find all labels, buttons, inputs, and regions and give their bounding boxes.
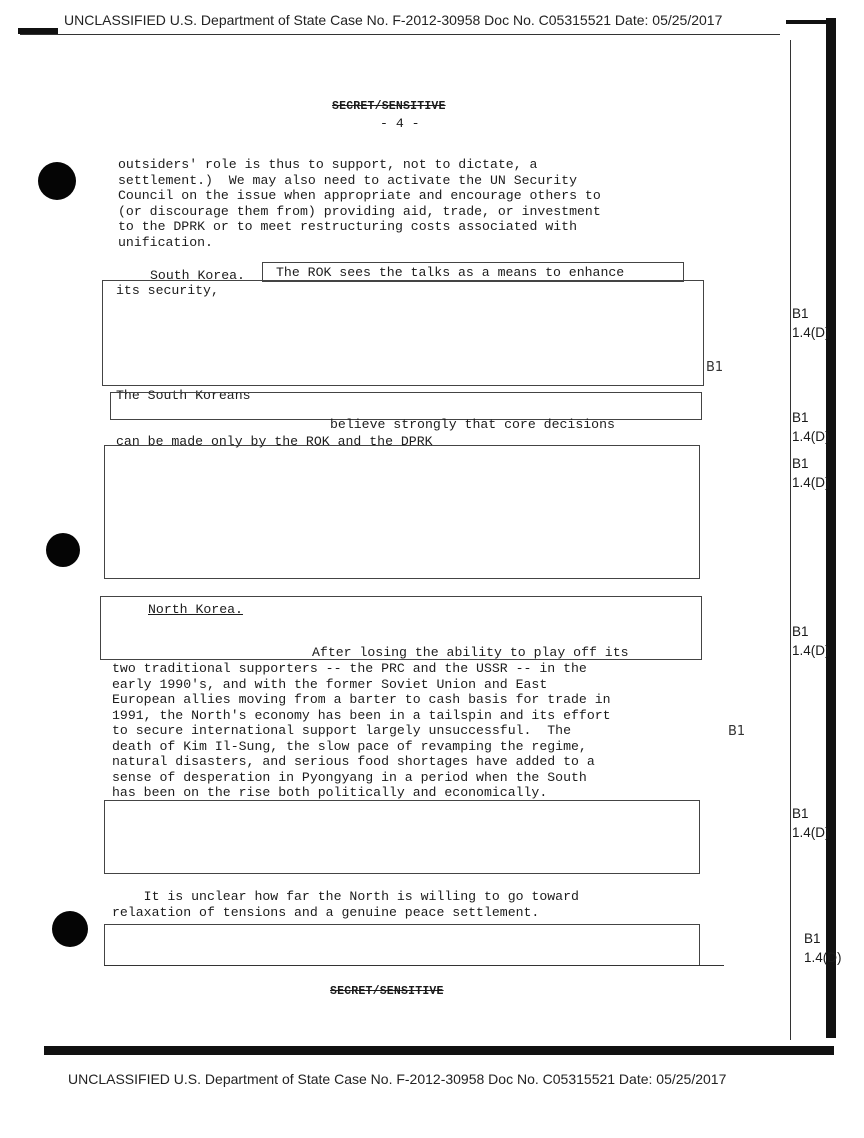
last-paragraph xyxy=(112,889,579,920)
classification-top: SECRET/SENSITIVE xyxy=(332,100,446,113)
exemption-section: 1.4(D) xyxy=(792,825,830,840)
text-line: (or discourage them from) providing aid, trade, or investment xyxy=(118,203,601,219)
footer-text: UNCLASSIFIED U.S. Department of State Case No. F-2012-30958 Doc No. C05315521 Date: 05/25/2017 xyxy=(68,1071,727,1087)
exemption-section: 1.4(D) xyxy=(792,475,830,490)
south-koreans-start: The South Koreans xyxy=(116,388,251,403)
right-scan-edge xyxy=(826,18,836,1038)
redaction-box-4 xyxy=(104,445,700,579)
classification-bottom: SECRET/SENSITIVE xyxy=(330,985,444,998)
bottom-text-rule xyxy=(104,965,724,966)
header-right-bar xyxy=(786,20,826,24)
north-korea-paragraph xyxy=(112,661,611,801)
exemption-marker xyxy=(792,408,830,446)
text-line: settlement.) We may also need to activate the UN Security xyxy=(118,172,577,188)
text-line: European allies moving from a barter to cash basis for trade in xyxy=(112,692,611,707)
exemption-code: B1 xyxy=(792,456,809,471)
exemption-section: 1.4(D) xyxy=(792,429,830,444)
exemption-code: B1 xyxy=(792,624,809,639)
text-line: natural disasters, and serious food shortages have added to a xyxy=(112,754,595,769)
south-korea-line2: its security, xyxy=(116,283,219,298)
punch-hole-bottom xyxy=(52,911,88,947)
bottom-scan-edge xyxy=(44,1046,834,1055)
redaction-box-7 xyxy=(104,924,700,966)
text-line: relaxation of tensions and a genuine peace settlement. xyxy=(112,904,540,920)
north-korea-heading: North Korea. xyxy=(148,602,243,617)
right-scan-line xyxy=(790,40,791,1040)
exemption-section: 1.4(D) xyxy=(792,643,830,658)
exemption-code: B1 xyxy=(792,410,809,425)
handwritten-b1-a: B1 xyxy=(706,360,724,375)
exemption-section: 1.4(D) xyxy=(804,950,842,965)
south-koreans-line2: believe strongly that core decisions xyxy=(330,417,615,432)
text-line: Council on the issue when appropriate and encourage others to xyxy=(118,188,601,203)
text-line: death of Kim Il-Sung, the slow pace of revamping the regime, xyxy=(112,738,587,754)
redaction-box-6 xyxy=(104,800,700,874)
exemption-marker xyxy=(792,622,830,660)
text-line: to secure international support largely unsuccessful. The xyxy=(112,723,571,738)
redaction-box-3 xyxy=(110,392,702,420)
south-korea-heading: South Korea. xyxy=(150,268,245,283)
text-line: has been on the rise both politically and economically. xyxy=(112,785,548,800)
south-korea-line1: The ROK sees the talks as a means to enhance xyxy=(276,265,625,280)
exemption-code: B1 xyxy=(804,931,821,946)
punch-hole-middle xyxy=(46,533,80,567)
exemption-section: 1.4(D) xyxy=(792,325,830,340)
text-line: It is unclear how far the North is willing to go toward xyxy=(112,889,579,904)
handwritten-b1-b: B1 xyxy=(728,724,746,739)
text-line: early 1990's, and with the former Soviet Union and East xyxy=(112,676,548,692)
north-korea-first: After losing the ability to play off its xyxy=(312,645,629,660)
south-koreans-line3: can be made only by the ROK and the DPRK xyxy=(116,434,433,449)
redaction-box-2 xyxy=(102,280,704,386)
header-text: UNCLASSIFIED U.S. Department of State Case No. F-2012-30958 Doc No. C05315521 Date: 05/25/2017 xyxy=(64,12,723,28)
text-line: 1991, the North's economy has been in a tailspin and its effort xyxy=(112,707,611,723)
exemption-code: B1 xyxy=(792,806,809,821)
exemption-marker xyxy=(792,804,830,842)
text-line: unification. xyxy=(118,234,213,250)
text-line: to the DPRK or to meet restructuring costs associated with xyxy=(118,219,577,234)
paragraph-intro xyxy=(118,157,601,250)
page-number: - 4 - xyxy=(380,116,420,131)
text-line: two traditional supporters -- the PRC and the USSR -- in the xyxy=(112,661,587,676)
punch-hole-top xyxy=(38,162,76,200)
exemption-marker xyxy=(804,929,842,967)
exemption-marker xyxy=(792,304,830,342)
text-line: sense of desperation in Pyongyang in a period when the South xyxy=(112,769,587,785)
exemption-code: B1 xyxy=(792,306,809,321)
exemption-marker xyxy=(792,454,830,492)
text-line: outsiders' role is thus to support, not to dictate, a xyxy=(118,157,538,172)
header-underline xyxy=(20,34,780,35)
